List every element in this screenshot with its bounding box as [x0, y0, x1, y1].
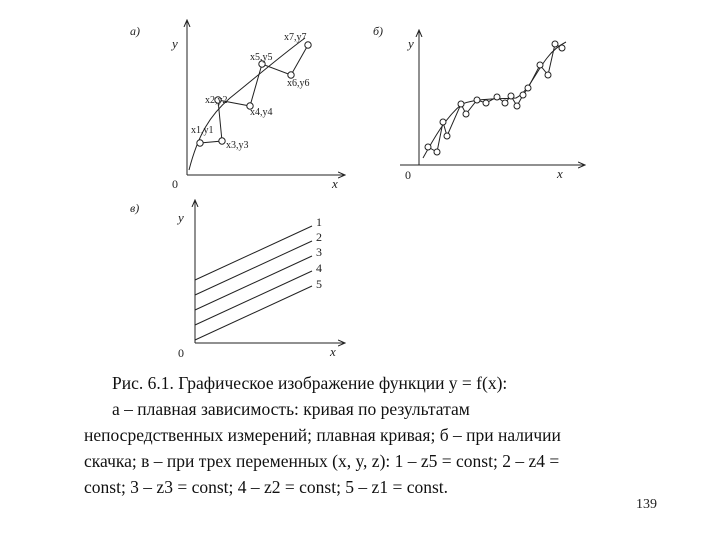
point-label: x4,y4: [250, 107, 273, 118]
data-point: [219, 138, 225, 144]
point-label: x1,y1: [191, 125, 214, 136]
caption-line: а – плавная зависимость: кривая по результатам: [112, 399, 470, 419]
data-point: [197, 140, 203, 146]
point-label: x6,y6: [287, 78, 310, 89]
caption-line: const; 3 – z3 = const; 4 – z2 = const; 5 – z1 = const.: [84, 477, 449, 497]
data-point: [434, 149, 440, 155]
parallel-line-2: [195, 241, 312, 295]
data-point: [444, 133, 450, 139]
panel-b-tag: б): [373, 24, 384, 38]
parallel-line-1: [195, 226, 312, 280]
data-point: [474, 97, 480, 103]
panel-c: [130, 200, 345, 360]
panel-a-origin: 0: [172, 177, 178, 191]
panel-a-tag: а): [130, 24, 140, 38]
caption-line: скачка; в – при трех переменных (x, y, z): 1 – z5 = const; 2 – z4 =: [84, 451, 560, 471]
data-point: [545, 72, 551, 78]
figure-caption: [84, 370, 644, 500]
data-point: [425, 144, 431, 150]
panel-b-smooth-curve: [423, 42, 566, 158]
data-point: [514, 103, 520, 109]
data-point: [559, 45, 565, 51]
panel-a: [130, 20, 345, 191]
data-point: [537, 62, 543, 68]
panel-a-x-label: x: [332, 176, 338, 191]
point-label: x2,y2: [205, 95, 228, 106]
panel-c-y-label: y: [178, 210, 184, 225]
parallel-line-4: [195, 271, 312, 325]
panel-b-origin: 0: [405, 168, 411, 182]
panel-a-y-label: y: [172, 36, 178, 51]
panel-c-origin: 0: [178, 346, 184, 360]
data-point: [463, 111, 469, 117]
panel-c-x-label: x: [330, 344, 336, 359]
panel-c-lines: [195, 226, 312, 340]
panel-b-y-label: y: [408, 36, 414, 51]
line-label: 4: [316, 261, 322, 275]
data-point: [494, 94, 500, 100]
parallel-line-5: [195, 286, 312, 340]
data-point: [520, 92, 526, 98]
point-label: x7,y7: [284, 32, 307, 43]
data-point: [508, 93, 514, 99]
parallel-line-3: [195, 256, 312, 310]
line-label: 5: [316, 277, 322, 291]
caption-line: Рис. 6.1. Графическое изображение функции y = f(x):: [112, 373, 508, 393]
data-point: [483, 100, 489, 106]
panel-b: [373, 24, 585, 182]
panel-b-x-label: x: [557, 166, 563, 181]
line-label: 3: [316, 245, 322, 259]
data-point: [552, 41, 558, 47]
line-label: 2: [316, 230, 322, 244]
data-point: [440, 119, 446, 125]
data-point: [525, 85, 531, 91]
data-point: [502, 100, 508, 106]
data-point: [458, 101, 464, 107]
point-label: x3,y3: [226, 140, 249, 151]
caption-line: непосредственных измерений; плавная кривая; б – при наличии: [84, 425, 561, 445]
panel-b-points: [425, 41, 565, 155]
page-number: 139: [636, 497, 657, 512]
panel-c-tag: в): [130, 201, 140, 215]
line-label: 1: [316, 215, 322, 229]
point-label: x5,y5: [250, 52, 273, 63]
